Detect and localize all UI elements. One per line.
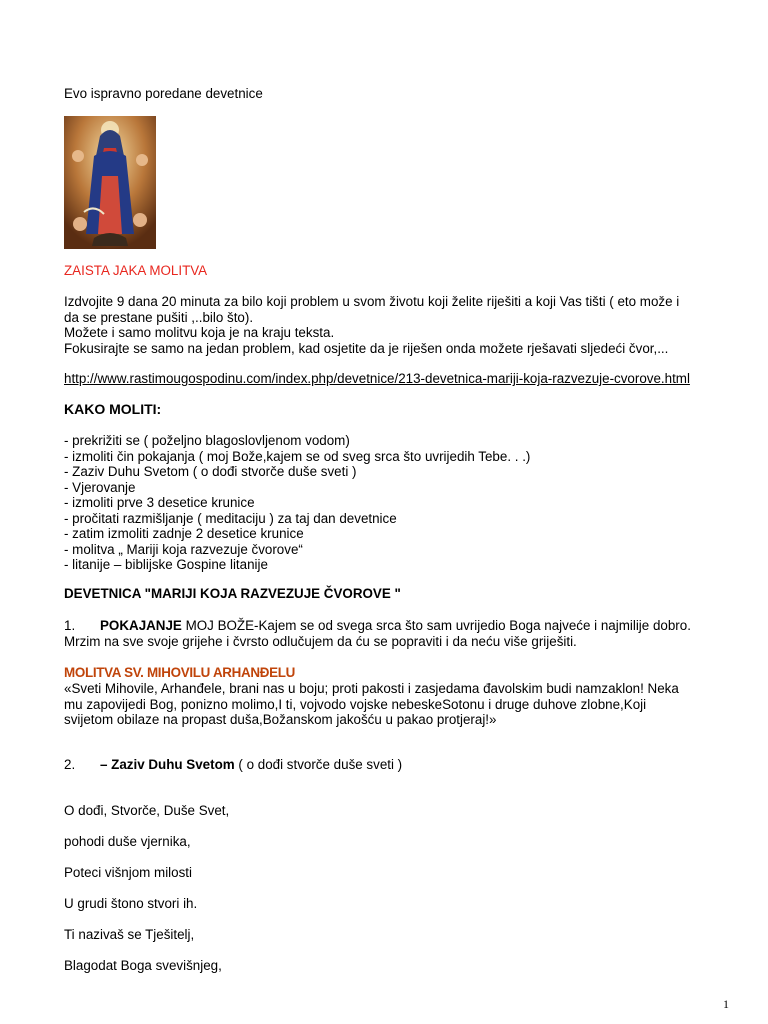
madonna-painting-icon [64,116,156,249]
section-text: Mrzim na sve svoje grijehe i čvrsto odlučujem da ću se popraviti i da neću više griješiti. [64,633,577,649]
hymn-line: Blagodat Boga svevišnjeg, [64,958,222,973]
paragraph-line: Izdvojite 9 dana 20 minuta za bilo koji problem u svom životu koji želite riješiti a koji Vas tišti ( eto može i [64,294,680,309]
hymn-line: O dođi, Stvorče, Duše Svet, [64,803,230,818]
intro-text: Evo ispravno poredane devetnice [64,86,263,101]
paragraph-intro [64,294,734,356]
section-title: – Zaziv Duhu Svetom [100,757,235,772]
section-text: MOJ BOŽE-Kajem se od svega srca što sam uvrijedio Boga najveće i najmilije dobro. [181,618,691,633]
paragraph-line: Možete i samo molitvu koja je na kraju teksta. [64,325,335,340]
hymn-line: Poteci višnjom milosti [64,865,192,880]
page-number: 1 [723,997,729,1011]
list-item: - zatim izmoliti zadnje 2 desetice krunice [64,526,304,541]
michael-prayer-text [64,681,734,728]
paragraph-line: da se prestane pušiti ,..bilo što). [64,309,254,325]
list-item: - pročitati razmišljanje ( meditaciju ) za taj dan devetnice [64,510,397,526]
list-item: - litanije – biblijske Gospine litanije [64,557,268,572]
list-item: - molitva „ Mariji koja razvezuje čvorove“ [64,541,303,557]
michael-prayer-heading: MOLITVA SV. MIHOVILU ARHANĐELU [64,665,296,680]
source-link-wrap [64,371,734,387]
section-suffix: ( o dođi stvorče duše sveti ) [234,757,403,772]
prayer-line: svijetom obilaze na propast duša,Božanskom jakošću u pakao protjeraj!» [64,712,497,727]
prayer-line: «Sveti Mihovile, Arhanđele, brani nas u boju; proti pakosti i zasjedama đavolskim budi namzaklon! Neka [64,681,679,696]
section-number: 2. [64,757,76,772]
list-item: - prekrižiti se ( poželjno blagoslovljenom vodom) [64,433,350,448]
section-title: POKAJANJE [100,618,182,633]
heading-zaista-jaka-molitva: ZAISTA JAKA MOLITVA [64,263,208,278]
list-item: - izmoliti prve 3 desetice krunice [64,495,255,510]
prayer-line: mu zapovijedi Bog, ponizno molimo,I ti, vojvodo vojske nebeskeSotonu i druge duhove zlobne,Koji [64,696,647,712]
devetnica-heading: DEVETNICA "MARIJI KOJA RAZVEZUJE ČVOROVE " [64,586,401,601]
list-item: - Vjerovanje [64,479,136,495]
paragraph-line: Fokusirajte se samo na jedan problem, kad osjetite da je riješen onda možete rješavati sljedeći čvor,... [64,340,669,356]
hymn-line: pohodi duše vjernika, [64,834,191,849]
section-1 [64,618,734,649]
steps-list [64,433,734,573]
section-number: 1. [64,618,76,633]
hymn-line: U grudi štono stvori ih. [64,896,198,911]
hymn-line: Ti nazivaš se Tješitelj, [64,927,195,942]
list-item: - Zaziv Duhu Svetom ( o dođi stvorče duše sveti ) [64,464,357,479]
how-to-pray-heading: KAKO MOLITI: [64,401,162,417]
list-item: - izmoliti čin pokajanja ( moj Bože,kajem se od sveg srca što uvrijedih Tebe. . .) [64,448,531,464]
section-2 [64,757,734,773]
source-link[interactable]: http://www.rastimougospodinu.com/index.php/devetnice/213-devetnica-mariji-koja-razvezuje-cvorove.html [64,371,690,386]
